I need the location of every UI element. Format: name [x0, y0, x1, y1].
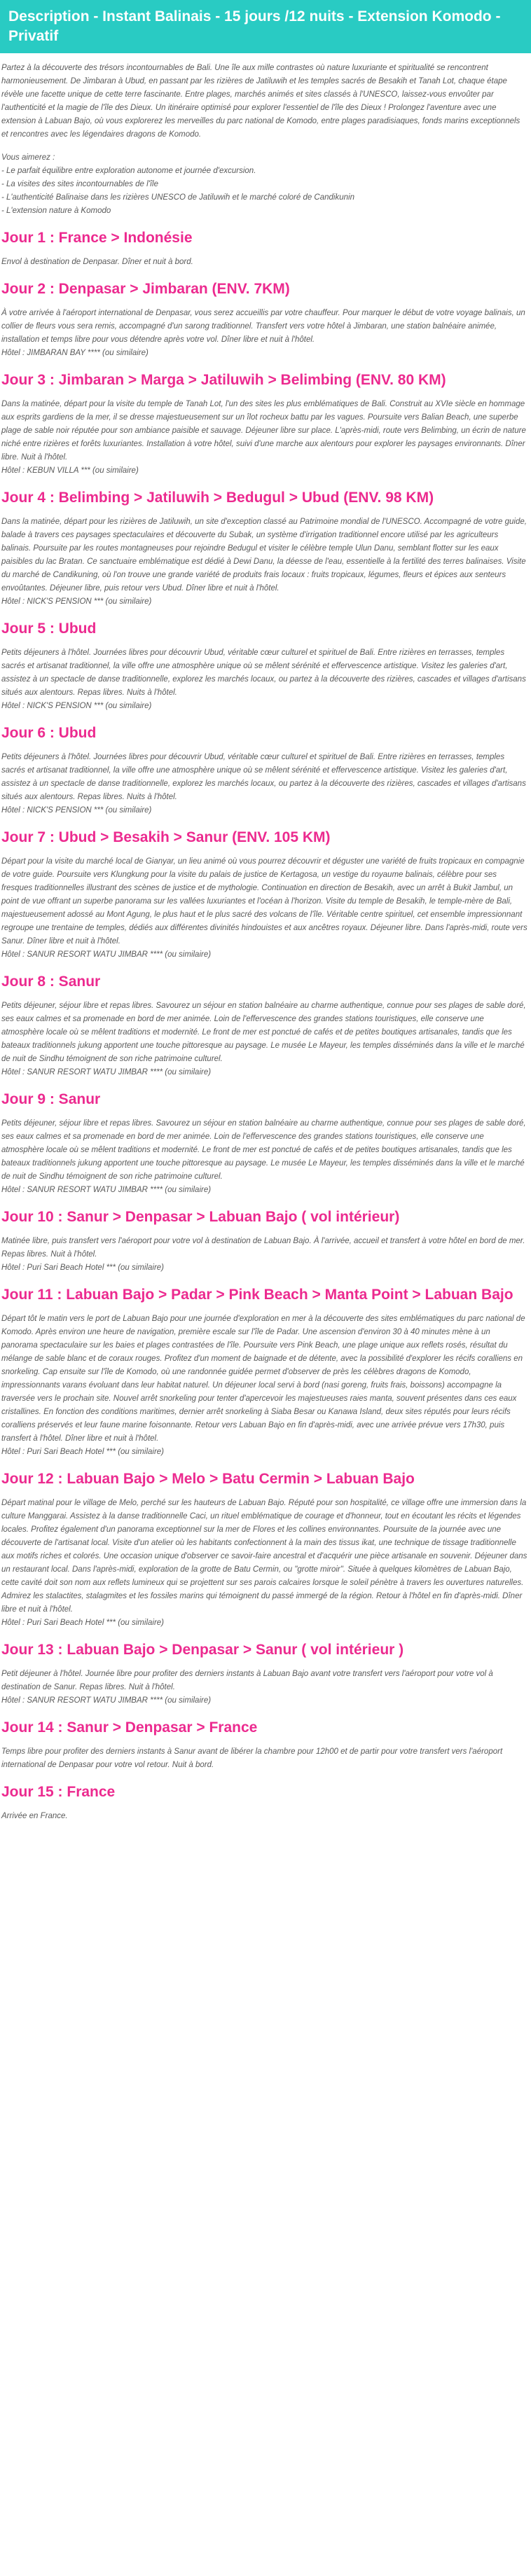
description-content [0, 62, 531, 1823]
day-title: Jour 4 : Belimbing > Jatiluwih > Bedugul > Ubud (ENV. 98 KM) [1, 490, 434, 506]
day-section [1, 618, 528, 713]
day-description: Matinée libre, puis transfert vers l'aéroport pour votre vol à destination de Labuan Bajo. À l'arrivée, accueil et transfert à votre hôtel en bord de mer. Repas libres. Nuit à l'hôtel. [1, 1237, 525, 1259]
day-description: Temps libre pour profiter des derniers instants à Sanur avant de libérer la chambre pour 12h00 et de partir pour votre transfert vers l'aéroport international de Denpasar pour votre vol retour. Nuit à bord. [1, 1747, 503, 1769]
day-title: Jour 3 : Jimbaran > Marga > Jatiluwih > Belimbing (ENV. 80 KM) [1, 372, 446, 388]
day-description: Dans la matinée, départ pour la visite du temple de Tanah Lot, l'un des sites les plus emblématiques de Bali. Construit au XVIe siècle en hommage aux esprits gardiens de la mer, il se dresse majestueusement sur un îlot rocheux battu par les vagues. Poursuite vers Balian Beach, une superbe plage de sable noir réputée pour son ambiance paisible et sauvage. Déjeuner libre sur place. L'après-midi, route vers Belimbing, un écrin de nature niché entre rizières et forêts luxuriantes. Installation à votre hôtel, suivi d'une marche aux alentours pour explorer les paysages environnants. Dîner libre. Nuit à l'hôtel. [1, 400, 526, 462]
day-description: Arrivée en France. [1, 1812, 68, 1820]
day-hotel: Hôtel : SANUR RESORT WATU JIMBAR **** (ou similaire) [1, 950, 212, 959]
day-title: Jour 14 : Sanur > Denpasar > France [1, 1719, 258, 1736]
day-hotel: Hôtel : Puri Sari Beach Hotel *** (ou similaire) [1, 1619, 165, 1627]
day-title: Jour 12 : Labuan Bajo > Melo > Batu Cermin > Labuan Bajo [1, 1471, 415, 1487]
day-title: Jour 6 : Ubud [1, 725, 97, 741]
day-hotel: Hôtel : KEBUN VILLA *** (ou similaire) [1, 466, 139, 475]
likes-title: Vous aimerez : [1, 153, 55, 162]
day-description: Petits déjeuner, séjour libre et repas libres. Savourez un séjour en station balnéaire au charme authentique, connue pour ses plages de sable doré, ses eaux calmes et sa promenade en bord de mer animée. Loin de l'effervescence des grandes stations touristiques, elle conserve une atmosphère locale où se mêlent traditions et modernité. Le front de mer est ponctué de cafés et de petites boutiques artisanales, tandis que les bateaux traditionnels jukung apportent une touche pittoresque au paysage. Le musée Le Mayeur, les temples disséminés dans la ville et le marché de nuit de Sindhu témoignent de son riche patrimoine culturel. [1, 1002, 526, 1063]
day-hotel: Hôtel : NICK'S PENSION *** (ou similaire) [1, 597, 152, 606]
day-title: Jour 2 : Denpasar > Jimbaran (ENV. 7KM) [1, 281, 290, 297]
day-title: Jour 5 : Ubud [1, 621, 97, 637]
day-description: À votre arrivée à l'aéroport international de Denpasar, vous serez accueillis par votre chauffeur. Pour marquer le début de votre voyage balinais, un collier de fleurs vous sera remis, accompagné d'un sarong traditionnel. Transfert vers votre hôtel à Jimbaran, une station balnéaire animée, installation et temps libre pour vous détendre après votre vol. Dîner libre et nuit à l'hôtel. [1, 309, 525, 344]
day-description: Petits déjeuners à l'hôtel. Journées libres pour découvrir Ubud, véritable cœur culturel et spirituel de Bali. Entre rizières en terrasses, temples sacrés et artisanat traditionnel, la ville offre une atmosphère unique où se mêlent sérénité et effervescence artistique. Visitez les galeries d'art, assistez à un spectacle de danse traditionnelle, explorez les marchés locaux, ou partez à la découverte des rizières, cascades et villages d'artisans situés aux alentours. Repas libres. Nuits à l'hôtel. [1, 753, 526, 801]
day-hotel: Hôtel : NICK'S PENSION *** (ou similaire) [1, 702, 152, 710]
likes-item: - L'authenticité Balinaise dans les rizières UNESCO de Jatiluwih et le marché coloré de Candikunin [1, 193, 354, 202]
day-section [1, 1717, 528, 1772]
day-title: Jour 1 : France > Indonésie [1, 230, 193, 246]
day-section [1, 1089, 528, 1197]
day-description: Petit déjeuner à l'hôtel. Journée libre pour profiter des derniers instants à Labuan Bajo avant votre transfert vers l'aéroport pour votre vol à destination de Sanur. Repas libres. Nuit à l'hôtel. [1, 1670, 493, 1691]
day-section [1, 228, 528, 269]
day-title: Jour 11 : Labuan Bajo > Padar > Pink Beach > Manta Point > Labuan Bajo [1, 1287, 513, 1303]
day-section [1, 1640, 528, 1708]
day-hotel: Hôtel : SANUR RESORT WATU JIMBAR **** (ou similaire) [1, 1068, 212, 1076]
day-description: Envol à destination de Denpasar. Dîner et nuit à bord. [1, 258, 193, 266]
day-description: Petits déjeuner, séjour libre et repas libres. Savourez un séjour en station balnéaire au charme authentique, connue pour ses plages de sable doré, ses eaux calmes et sa promenade en bord de mer animée. Loin de l'effervescence des grandes stations touristiques, elle conserve une atmosphère locale où se mêlent traditions et modernité. Le front de mer est ponctué de cafés et de petites boutiques artisanales, tandis que les bateaux traditionnels jukung apportent une touche pittoresque au paysage. Le musée Le Mayeur, les temples disséminés dans la ville et le marché de nuit de Sindhu témoignent de son riche patrimoine culturel. [1, 1119, 526, 1181]
likes-item: - La visites des sites incontournables de l'île [1, 180, 159, 188]
day-hotel: Hôtel : Puri Sari Beach Hotel *** (ou similaire) [1, 1263, 165, 1272]
day-title: Jour 15 : France [1, 1784, 116, 1800]
day-section [1, 370, 528, 478]
day-hotel: Hôtel : Puri Sari Beach Hotel *** (ou similaire) [1, 1448, 165, 1456]
intro-paragraph: Partez à la découverte des trésors incontournables de Bali. Une île aux mille contrastes où nature luxuriante et spiritualité se rencontrent harmonieusement. De Jimbaran à Ubud, en passant par les rizières de Jatiluwih et les temples sacrés de Besakih et Tanah Lot, chaque étape révèle une facette unique de cette terre fascinante. Entre plages, marchés animés et sites classés à l'UNESCO, laissez-vous envoûter par l'authenticité et la magie de l'île des Dieux. Un itinéraire optimisé pour explorer l'essentiel de l'île des Dieux ! Prolongez l'aventure avec une extension à Labuan Bajo, où vous explorerez les merveilles du parc national de Komodo, entre plages paradisiaques, fonds marins exceptionnels et rencontres avec les légendaires dragons de Komodo. [1, 64, 520, 139]
day-section [1, 827, 528, 962]
day-description: Départ tôt le matin vers le port de Labuan Bajo pour une journée d'exploration en mer à la découverte des sites emblématiques du parc national de Komodo. Après environ une heure de navigation, première escale sur l'île de Padar. Une ascension d'environ 30 à 40 minutes mène à un panorama spectaculaire sur les baies et plages contrastées de l'île. Poursuite vers Pink Beach, une plage unique aux reflets rosés, résultat du mélange de sable blanc et de coraux rouges. Profitez d'un moment de baignade et de détente, avec la possibilité d'explorer les récifs coralliens en snorkeling. Cap ensuite sur l'île de Komodo, où une randonnée guidée permet d'observer de près les célèbres dragons de Komodo, impressionnants varans évoluant dans leur habitat naturel. Un déjeuner local servi à bord (nasi goreng, fruits frais, boissons) accompagne la traversée vers le prochain site. Nouvel arrêt snorkeling pour tenter d'apercevoir les majestueuses raies manta, souvent présentes dans ces eaux cristallines. En fonction des conditions maritimes, dernier arrêt snorkeling à Siaba Besar ou Kanawa Island, deux sites réputés pour leurs récifs coralliens préservés et leur faune marine foisonnante. Retour vers Labuan Bajo en fin d'après-midi, avec une arrivée prévue vers 17h30, puis transfert à l'hôtel. Dîner libre et nuit à l'hôtel. [1, 1315, 525, 1443]
day-hotel: Hôtel : SANUR RESORT WATU JIMBAR **** (ou similaire) [1, 1186, 212, 1194]
day-title: Jour 8 : Sanur [1, 974, 101, 990]
day-title: Jour 9 : Sanur [1, 1091, 101, 1107]
day-description: Dans la matinée, départ pour les rizières de Jatiluwih, un site d'exception classé au Patrimoine mondial de l'UNESCO. Accompagné de votre guide, balade à travers ces paysages spectaculaires et découverte du Subak, un système d'irrigation traditionnel encore utilisé par les agriculteurs balinais. Poursuite par les routes montagneuses pour rejoindre Bedugul et visiter le célèbre temple Ulun Danu, semblant flotter sur les eaux paisibles du lac Bratan. Ce sanctuaire emblématique est dédié à Dewi Danu, la déesse de l'eau, essentielle à la fertilité des terres balinaises. Visite du marché de Candikuning, où l'on trouve une grande variété de produits frais locaux : fruits tropicaux, légumes, fleurs et épices aux senteurs envoûtantes. Déjeuner libre, puis retour vers Ubud. Dîner libre et nuit à l'hôtel. [1, 518, 527, 593]
day-section [1, 279, 528, 360]
day-title: Jour 7 : Ubud > Besakih > Sanur (ENV. 105 KM) [1, 829, 331, 845]
day-description: Petits déjeuners à l'hôtel. Journées libres pour découvrir Ubud, véritable cœur culturel et spirituel de Bali. Entre rizières en terrasses, temples sacrés et artisanat traditionnel, la ville offre une atmosphère unique où se mêlent sérénité et effervescence artistique. Visitez les galeries d'art, assistez à un spectacle de danse traditionnelle, explorez les marchés locaux, ou partez à la découverte des rizières, cascades et villages d'artisans situés aux alentours. Repas libres. Nuits à l'hôtel. [1, 649, 526, 697]
day-hotel: Hôtel : NICK'S PENSION *** (ou similaire) [1, 806, 152, 815]
day-section [1, 1284, 528, 1459]
day-title: Jour 10 : Sanur > Denpasar > Labuan Bajo ( vol intérieur) [1, 1209, 400, 1225]
day-hotel: Hôtel : JIMBARAN BAY **** (ou similaire) [1, 349, 149, 357]
days-list [1, 228, 528, 1823]
day-section [1, 971, 528, 1079]
day-title: Jour 13 : Labuan Bajo > Denpasar > Sanur ( vol intérieur ) [1, 1642, 404, 1658]
day-section [1, 1207, 528, 1275]
day-section [1, 723, 528, 817]
likes-item: - Le parfait équilibre entre exploration autonome et journée d'excursion. [1, 167, 256, 175]
day-description: Départ matinal pour le village de Melo, perché sur les hauteurs de Labuan Bajo. Réputé pour son hospitalité, ce village offre une immersion dans la culture Manggarai. Assistez à la danse traditionnelle Caci, un rituel emblématique de courage et d'honneur, tout en écoutant les récits et légendes locales. Profitez également d'un panorama exceptionnel sur la mer de Flores et les collines environnantes. Poursuite de la journée avec une découverte de l'artisanat local. Visite d'un atelier où les habitants confectionnent à la main des tissus ikat, une technique de tissage traditionnelle aux motifs riches et colorés. Une occasion unique d'observer ce savoir-faire ancestral et d'acquérir une pièce artisanale en souvenir. Déjeuner dans un restaurant local. Dans l'après-midi, exploration de la grotte de Batu Cermin, ou "grotte miroir". Située à quelques kilomètres de Labuan Bajo, cette cavité doit son nom aux reflets lumineux qui se projettent sur ses parois calcaires lorsque le soleil pénètre à travers les ouvertures naturelles. Admirez les stalactites, stalagmites et les fossiles marins qui témoignent du passé immergé de la région. Retour à l'hôtel en fin d'après-midi. Dîner libre et nuit à l'hôtel. [1, 1499, 527, 1614]
day-section [1, 1469, 528, 1630]
description-title: Description - Instant Balinais - 15 jours /12 nuits - Extension Komodo - Privatif [0, 0, 531, 53]
day-section [1, 1782, 528, 1823]
day-description: Départ pour la visite du marché local de Gianyar, un lieu animé où vous pourrez découvrir et déguster une variété de fruits tropicaux en compagnie de votre guide. Poursuite vers Klungkung pour la visite du palais de justice de Kertagosa, un vestige du royaume balinais, célèbre pour ses fresques traditionnelles illustrant des scènes de justice et de mythologie. Continuation en direction de Besakih, avec un arrêt à Bukit Jambul, un point de vue offrant un superbe panorama sur les vallées luxuriantes et l'océan à l'horizon. Visite du temple de Besakih, le temple-mère de Bali, majestueusement adossé au Mont Agung, le plus haut et le plus sacré des volcans de l'île. Véritable centre spirituel, cet ensemble impressionnant regroupe une trentaine de temples, dédiés aux différentes divinités hindouistes et aux ancêtres royaux. Déjeuner libre. Dans l'après-midi, route vers Sanur. Dîner libre et nuit à l'hôtel. [1, 857, 527, 946]
day-section [1, 487, 528, 609]
likes-item: - L'extension nature à Komodo [1, 207, 111, 215]
day-hotel: Hôtel : SANUR RESORT WATU JIMBAR **** (ou similaire) [1, 1696, 212, 1705]
likes-list [1, 165, 528, 218]
